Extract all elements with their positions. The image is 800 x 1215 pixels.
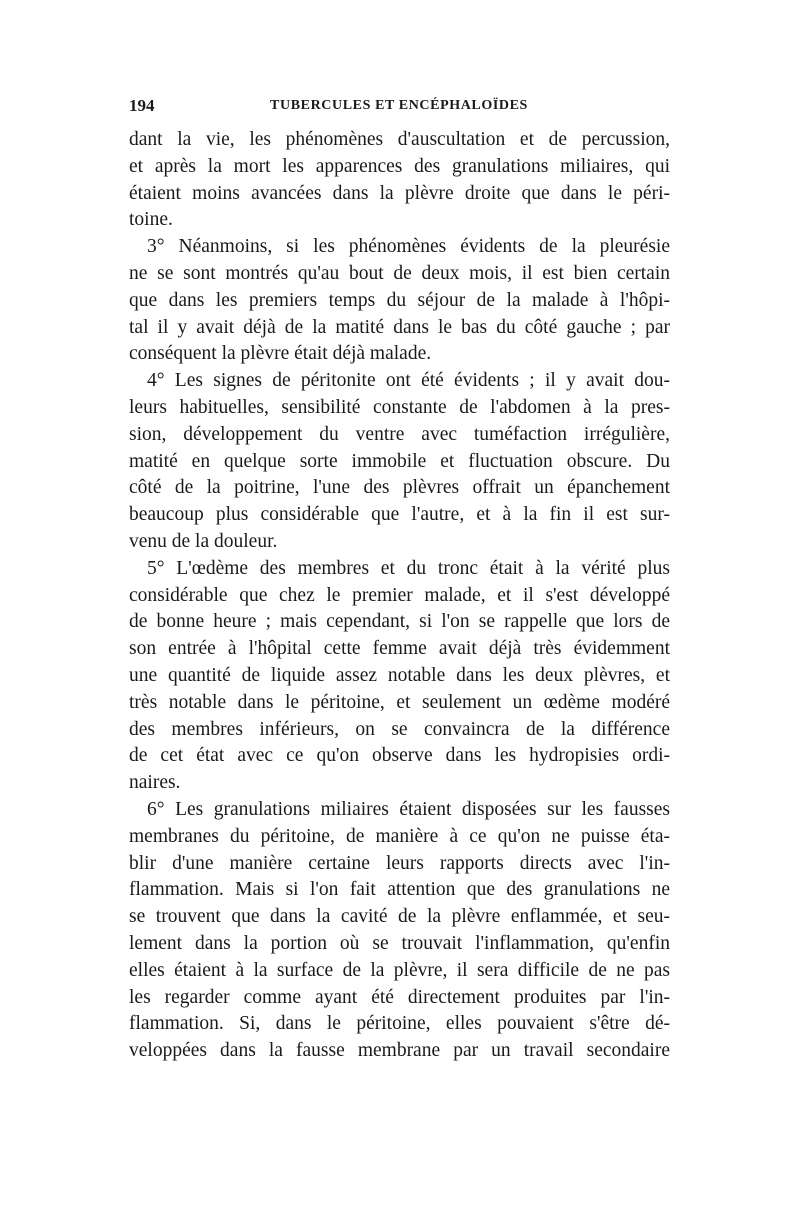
- text-line: très notable dans le péritoine, et seulement un œdème modéré: [129, 691, 670, 713]
- page-header: [129, 96, 669, 120]
- text-line: beaucoup plus considérable que l'autre, et à la fin il est sur-: [129, 504, 670, 526]
- text-line: flammation. Si, dans le péritoine, elles pouvaient s'être dé-: [129, 1013, 670, 1035]
- text-line: venu de la douleur.: [129, 530, 278, 552]
- text-line: tal il y avait déjà de la matité dans le bas du côté gauche ; par: [129, 316, 670, 338]
- body-text: [129, 127, 670, 1065]
- text-line: matité en quelque sorte immobile et fluctuation obscure. Du: [129, 450, 670, 472]
- text-line: naires.: [129, 772, 181, 794]
- text-line: 4° Les signes de péritonite ont été évidents ; il y avait dou-: [147, 370, 670, 392]
- text-line: lement dans la portion où se trouvait l'inflammation, qu'enfin: [129, 932, 670, 954]
- text-line: blir d'une manière certaine leurs rapports directs avec l'in-: [129, 852, 670, 874]
- running-title: TUBERCULES ET ENCÉPHALOÏDES: [270, 98, 528, 113]
- text-line: elles étaient à la surface de la plèvre, il sera difficile de ne pas: [129, 959, 670, 981]
- text-line: se trouvent que dans la cavité de la plèvre enflammée, et seu-: [129, 906, 670, 928]
- text-line: étaient moins avancées dans la plèvre droite que dans le péri-: [129, 182, 670, 204]
- text-line: 5° L'œdème des membres et du tronc était à la vérité plus: [147, 557, 670, 579]
- text-line: des membres inférieurs, on se convaincra de la différence: [129, 718, 670, 740]
- text-line: son entrée à l'hôpital cette femme avait déjà très évidemment: [129, 638, 670, 660]
- text-line: veloppées dans la fausse membrane par un travail secondaire: [129, 1040, 670, 1062]
- text-line: membranes du péritoine, de manière à ce qu'on ne puisse éta-: [129, 825, 670, 847]
- text-line: les regarder comme ayant été directement produites par l'in-: [129, 986, 670, 1008]
- text-line: sion, développement du ventre avec tuméfaction irrégulière,: [129, 423, 670, 445]
- text-line: leurs habituelles, sensibilité constante de l'abdomen à la pres-: [129, 396, 670, 418]
- text-line: une quantité de liquide assez notable dans les deux plèvres, et: [129, 664, 670, 686]
- text-line: ne se sont montrés qu'au bout de deux mois, il est bien certain: [129, 262, 670, 284]
- text-line: 3° Néanmoins, si les phénomènes évidents de la pleurésie: [147, 236, 670, 258]
- text-line: de cet état avec ce qu'on observe dans les hydropisies ordi-: [129, 745, 670, 767]
- text-line: et après la mort les apparences des granulations miliaires, qui: [129, 155, 670, 177]
- text-line: considérable que chez le premier malade, et il s'est développé: [129, 584, 670, 606]
- text-line: flammation. Mais si l'on fait attention que des granulations ne: [129, 879, 670, 901]
- text-line: de bonne heure ; mais cependant, si l'on se rappelle que lors de: [129, 611, 670, 633]
- text-line: toine.: [129, 209, 173, 231]
- text-line: 6° Les granulations miliaires étaient disposées sur les fausses: [147, 798, 670, 820]
- text-line: que dans les premiers temps du séjour de la malade à l'hôpi-: [129, 289, 670, 311]
- text-line: dant la vie, les phénomènes d'auscultation et de percussion,: [129, 129, 670, 150]
- text-line: côté de la poitrine, l'une des plèvres offrait un épanchement: [129, 477, 670, 499]
- page-number: 194: [129, 96, 155, 115]
- text-line: conséquent la plèvre était déjà malade.: [129, 343, 432, 365]
